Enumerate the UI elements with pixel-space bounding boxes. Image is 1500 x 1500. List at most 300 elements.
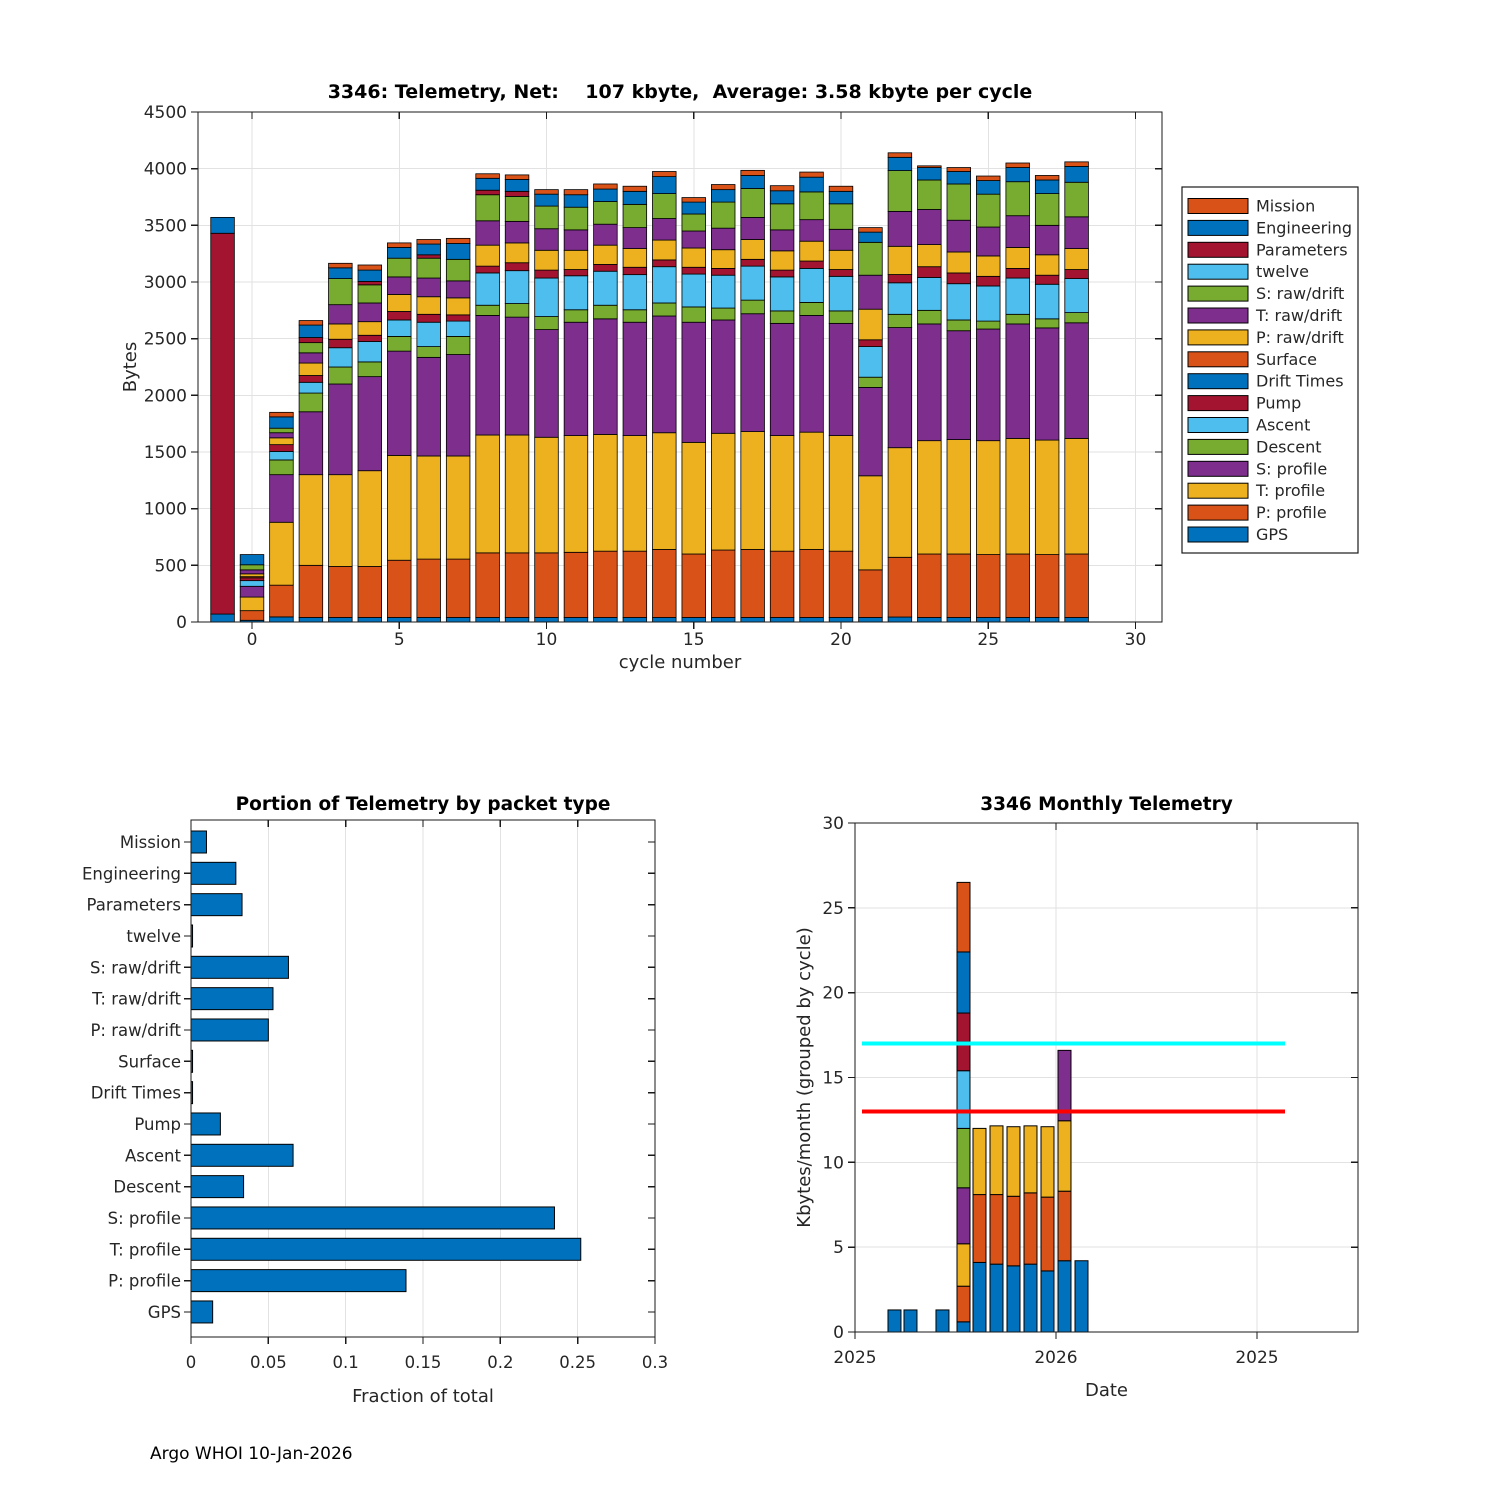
- bar-segment-GPS: [1035, 617, 1059, 622]
- bar-segment-P: raw/drift: [594, 245, 618, 264]
- bar-segment-Engineering: [535, 194, 559, 206]
- bar-segment-Pump: [387, 311, 411, 320]
- cycle-bar: [800, 172, 824, 622]
- cycle-bar: [505, 175, 529, 622]
- y-tick-label: 4500: [143, 103, 187, 123]
- legend-label: Surface: [1256, 349, 1317, 369]
- bar-segment-P: raw/drift: [1035, 255, 1059, 275]
- monthly-bar-segment: [1007, 1196, 1020, 1266]
- legend-entry: [1188, 394, 1301, 413]
- legend-swatch: [1188, 461, 1248, 476]
- bar-segment-Mission: [623, 186, 647, 191]
- category-tick-label: twelve: [126, 926, 181, 946]
- bar-segment-Descent: [505, 304, 529, 318]
- bar-segment-S: raw/drift: [270, 428, 294, 433]
- bar-segment-Pump: [623, 267, 647, 274]
- legend-entry: [1188, 284, 1344, 303]
- bar-segment-T: raw/drift: [270, 433, 294, 438]
- monthly-bar-segment: [936, 1310, 949, 1332]
- y-tick-label: 0: [176, 613, 187, 633]
- bar-segment-S: raw/drift: [888, 171, 912, 212]
- bar-segment-P: profile: [947, 554, 971, 617]
- bar-segment-T: raw/drift: [329, 305, 353, 324]
- bar-segment-Mission: [653, 172, 677, 177]
- monthly-bar-segment: [957, 1071, 970, 1129]
- bar-segment-Ascent: [240, 581, 264, 587]
- bar-segment-S: raw/drift: [623, 204, 647, 227]
- x-tick-label: 5: [393, 630, 405, 650]
- bar-segment-Pump: [888, 275, 912, 283]
- bar-segment-P: raw/drift: [1006, 247, 1030, 268]
- bar-segment-S: raw/drift: [653, 194, 677, 219]
- bar-segment-Ascent: [947, 284, 971, 320]
- bar-segment-T: profile: [1006, 438, 1030, 554]
- bar-segment-Engineering: [976, 181, 1000, 195]
- bar-segment-T: raw/drift: [888, 211, 912, 246]
- bar-segment-Ascent: [564, 276, 588, 310]
- bar-segment-P: raw/drift: [682, 248, 706, 267]
- monthly-bar-segment: [1075, 1261, 1088, 1332]
- legend-swatch: [1188, 286, 1248, 301]
- chart-title: Portion of Telemetry by packet type: [235, 794, 611, 815]
- monthly-bar: [990, 1126, 1003, 1332]
- category-tick-label: T: raw/drift: [92, 989, 181, 1009]
- bar-segment-T: raw/drift: [505, 221, 529, 243]
- bar-segment-Parameters: [358, 281, 382, 284]
- bar-segment-Mission: [564, 190, 588, 195]
- x-axis-label: Fraction of total: [352, 1386, 494, 1407]
- bar-segment-Pump: [476, 266, 500, 273]
- bar-segment-P: raw/drift: [270, 438, 294, 445]
- category-tick-label: Ascent: [124, 1146, 181, 1166]
- bar-segment-P: raw/drift: [976, 256, 1000, 276]
- bar-segment-GPS: [741, 617, 765, 622]
- bar-segment-Ascent: [623, 275, 647, 310]
- bar-segment-Descent: [1065, 313, 1089, 323]
- bar-segment-S: profile: [1035, 328, 1059, 440]
- bar-segment-S: profile: [623, 322, 647, 435]
- bar-segment-Descent: [711, 308, 735, 320]
- bar-segment-S: raw/drift: [1035, 194, 1059, 226]
- y-tick-label: 3000: [143, 273, 187, 293]
- bar-segment-P: profile: [535, 553, 559, 618]
- bar-segment-T: raw/drift: [770, 230, 794, 251]
- bar-segment-P: raw/drift: [711, 250, 735, 269]
- bar-segment-S: raw/drift: [505, 196, 529, 221]
- bar-segment-Mission: [682, 198, 706, 203]
- legend-label: S: profile: [1256, 459, 1328, 479]
- bar-segment-Engineering: [299, 325, 323, 337]
- y-tick-label: 30: [822, 814, 844, 834]
- bar-segment-Mission: [947, 168, 971, 172]
- bar-segment-P: profile: [711, 550, 735, 617]
- monthly-bar-segment: [990, 1264, 1003, 1332]
- bar-segment-S: profile: [741, 314, 765, 432]
- bar-segment-T: profile: [741, 432, 765, 550]
- bar-segment-Descent: [1006, 314, 1030, 324]
- bar-segment-T: profile: [653, 433, 677, 550]
- bar-segment-T: profile: [770, 436, 794, 552]
- bar-segment-S: profile: [417, 357, 441, 456]
- bar-segment-S: profile: [358, 377, 382, 471]
- bar-segment-Ascent: [387, 320, 411, 336]
- legend-label: GPS: [1256, 525, 1289, 544]
- x-tick-label: 25: [977, 630, 1000, 650]
- bar-segment-Ascent: [270, 451, 294, 460]
- bar-segment-T: raw/drift: [299, 353, 323, 363]
- monthly-bar-segment: [1041, 1271, 1054, 1332]
- bar-segment-P: profile: [329, 566, 353, 617]
- bar-segment-S: profile: [594, 319, 618, 435]
- bar-segment-Engineering: [800, 177, 824, 192]
- legend-swatch: [1188, 505, 1248, 520]
- cycle-bar: [770, 186, 794, 622]
- legend-swatch: [1188, 264, 1248, 279]
- bar-segment-S: profile: [800, 315, 824, 432]
- bar-segment-Mission: [535, 190, 559, 195]
- bar-segment-Engineering: [240, 555, 264, 565]
- cycle-bar: [1006, 163, 1030, 622]
- bar-segment-Descent: [888, 314, 912, 327]
- bar-segment-P: profile: [888, 557, 912, 617]
- bar-segment-Descent: [623, 310, 647, 322]
- bar-segment-T: profile: [358, 471, 382, 567]
- bar-segment-Mission: [476, 174, 500, 179]
- bar-segment-Ascent: [505, 271, 529, 304]
- bar-segment-Ascent: [888, 283, 912, 315]
- bar-segment-Parameters: [299, 338, 323, 343]
- bar-segment-S: raw/drift: [387, 258, 411, 277]
- category-tick-label: Pump: [134, 1114, 181, 1134]
- legend-swatch: [1188, 242, 1248, 257]
- bar-segment-Ascent: [976, 286, 1000, 321]
- bar-segment-T: raw/drift: [476, 221, 500, 245]
- bar-segment-GPS: [505, 617, 529, 622]
- bar-segment-GPS: [859, 617, 883, 622]
- bar-segment-Ascent: [770, 277, 794, 311]
- bar-segment-Ascent: [800, 268, 824, 302]
- legend-swatch: [1188, 308, 1248, 323]
- x-tick-label: 10: [535, 630, 558, 650]
- bar-segment-T: raw/drift: [594, 224, 618, 245]
- cycle-bar: [829, 186, 853, 622]
- bar-segment-T: profile: [299, 475, 323, 566]
- x-tick-label: 0.05: [249, 1353, 287, 1372]
- bar-segment-P: profile: [653, 549, 677, 617]
- bar-segment-P: profile: [446, 559, 470, 617]
- bar-segment-P: profile: [564, 552, 588, 617]
- legend-label: Engineering: [1256, 218, 1352, 238]
- legend-label: S: raw/drift: [1256, 284, 1345, 304]
- chart-title: 3346: Telemetry, Net: 107 kbyte, Average: 3.58 kbyte per cycle: [327, 81, 1033, 103]
- bar-segment-S: raw/drift: [947, 184, 971, 220]
- bar-segment-T: raw/drift: [918, 209, 942, 244]
- bar-segment-Pump: [829, 270, 853, 277]
- cycle-bar: [947, 168, 971, 622]
- bar-segment-P: profile: [800, 549, 824, 617]
- bar-segment-S: raw/drift: [358, 285, 382, 303]
- cycle-bar: [358, 265, 382, 622]
- bar-segment-GPS: [1006, 617, 1030, 622]
- bar-segment-T: raw/drift: [387, 277, 411, 295]
- portion-bar-T: raw/drift: [191, 988, 273, 1010]
- legend-swatch: [1188, 199, 1248, 214]
- bar-segment-P: raw/drift: [446, 298, 470, 315]
- monthly-bar: [973, 1128, 986, 1332]
- bar-segment-P: raw/drift: [535, 250, 559, 270]
- monthly-bar-segment: [973, 1128, 986, 1194]
- monthly-bar-segment: [957, 1188, 970, 1244]
- bar-segment-T: profile: [240, 597, 264, 611]
- y-tick-label: 10: [822, 1153, 844, 1174]
- bar-segment-Pump: [1065, 270, 1089, 279]
- x-tick-label: 0.2: [487, 1353, 514, 1372]
- bar-segment-T: raw/drift: [741, 217, 765, 239]
- x-tick-label: 0.1: [332, 1353, 359, 1372]
- monthly-bar-segment: [990, 1126, 1003, 1195]
- legend-swatch: [1188, 352, 1248, 367]
- bar-segment-Pump: [741, 259, 765, 266]
- bar-segment-P: profile: [1035, 555, 1059, 618]
- legend-entry: [1188, 240, 1348, 259]
- bar-segment-Pump: [446, 315, 470, 321]
- bar-segment-S: raw/drift: [240, 565, 264, 570]
- bar-segment-Mission: [829, 186, 853, 191]
- bar-segment-T: profile: [329, 475, 353, 567]
- category-tick-label: GPS: [147, 1302, 181, 1322]
- bar-segment-T: profile: [270, 522, 294, 585]
- bar-segment-GPS: [329, 617, 353, 622]
- bar-segment-Mission: [800, 172, 824, 177]
- telemetry-per-cycle-chart: [120, 81, 1162, 673]
- monthly-bar-segment: [957, 1042, 970, 1071]
- bar-segment-GPS: [270, 617, 294, 622]
- bar-segment-S: raw/drift: [329, 279, 353, 305]
- bar-segment-S: raw/drift: [829, 204, 853, 230]
- bar-segment-Ascent: [329, 348, 353, 367]
- bar-segment-T: raw/drift: [653, 219, 677, 241]
- bar-segment-S: raw/drift: [1065, 182, 1089, 217]
- packet-type-legend: [1182, 187, 1358, 553]
- bar-segment-Descent: [299, 393, 323, 412]
- portion-bar-Ascent: [191, 1144, 293, 1166]
- bar-segment-P: profile: [829, 551, 853, 617]
- bar-segment-GPS: [711, 617, 735, 622]
- bar-segment-Engineering: [417, 244, 441, 255]
- monthly-bar-segment: [1058, 1121, 1071, 1191]
- cycle-bar: [446, 238, 470, 622]
- bar-segment-P: profile: [741, 549, 765, 617]
- cycle-bar: [653, 172, 677, 623]
- bar-segment-GPS: [594, 617, 618, 622]
- category-tick-label: T: profile: [109, 1240, 181, 1260]
- bar-segment-S: profile: [505, 317, 529, 435]
- cycle-bar: [417, 240, 441, 623]
- bar-segment-Ascent: [918, 277, 942, 310]
- bar-segment-P: profile: [918, 554, 942, 617]
- monthly-telemetry-chart: [794, 794, 1358, 1401]
- bar-segment-P: raw/drift: [947, 252, 971, 273]
- cycle-bar: [270, 412, 294, 622]
- bar-segment-S: profile: [653, 316, 677, 433]
- bar-segment-Pump: [505, 263, 529, 271]
- bar-segment-T: raw/drift: [711, 228, 735, 250]
- bar-segment-S: profile: [240, 586, 264, 597]
- category-tick-label: S: profile: [107, 1208, 181, 1228]
- monthly-bar: [904, 1310, 917, 1332]
- bar-segment-Engineering: [446, 243, 470, 259]
- bar-segment-P: raw/drift: [888, 246, 912, 274]
- bar-segment-Mission: [741, 170, 765, 175]
- bar-segment-T: raw/drift: [800, 220, 824, 242]
- bar-segment-Ascent: [299, 382, 323, 393]
- bar-segment-P: raw/drift: [505, 243, 529, 263]
- bar-segment-Pump: [976, 276, 1000, 286]
- legend-label: Parameters: [1256, 240, 1348, 260]
- bar-segment-Descent: [535, 317, 559, 330]
- bar-segment-P: profile: [976, 555, 1000, 618]
- bar-segment-GPS: [358, 617, 382, 622]
- y-tick-label: 1000: [143, 499, 187, 520]
- x-tick-label: 2025: [833, 1348, 877, 1368]
- x-tick-label: 0.3: [641, 1353, 669, 1372]
- bar-segment-GPS: [1065, 617, 1089, 622]
- bar-segment-T: profile: [535, 437, 559, 553]
- bar-segment-S: raw/drift: [711, 202, 735, 228]
- bar-segment-P: raw/drift: [770, 251, 794, 270]
- bar-segment-Mission: [1065, 162, 1089, 167]
- bar-segment-S: profile: [299, 412, 323, 475]
- cycle-bar: [299, 321, 323, 622]
- bar-segment-T: profile: [918, 441, 942, 554]
- bar-segment-T: raw/drift: [535, 229, 559, 251]
- bar-segment-Descent: [770, 311, 794, 323]
- bar-segment-P: raw/drift: [741, 240, 765, 260]
- legend-entry: [1188, 481, 1325, 500]
- bar-segment-Mission: [358, 265, 382, 270]
- bar-segment-S: profile: [918, 324, 942, 441]
- bar-segment-Mission: [888, 153, 912, 158]
- bar-segment-Engineering: [1065, 166, 1089, 182]
- bar-segment-Pump: [711, 268, 735, 275]
- bar-segment-Mission: [299, 321, 323, 326]
- bar-segment-Engineering: [888, 157, 912, 170]
- bar-segment-GPS: [918, 617, 942, 622]
- bar-segment-S: profile: [888, 328, 912, 448]
- x-tick-label: 0: [246, 630, 258, 650]
- x-axis-label: Date: [1084, 1380, 1129, 1401]
- bar-segment-Pump: [594, 264, 618, 271]
- bar-segment-P: raw/drift: [417, 297, 441, 315]
- bar-segment-T: profile: [976, 441, 1000, 555]
- bar-segment-T: profile: [682, 442, 706, 554]
- bar-segment-T: profile: [387, 455, 411, 560]
- bar-segment-Engineering: [947, 172, 971, 184]
- bar-segment-Ascent: [741, 266, 765, 300]
- monthly-bar-segment: [1058, 1261, 1071, 1332]
- portion-bar-T: profile: [191, 1238, 581, 1260]
- bar-segment-S: profile: [770, 323, 794, 435]
- bar-segment-Descent: [329, 367, 353, 384]
- bar-segment-S: raw/drift: [417, 258, 441, 278]
- bar-segment-P: raw/drift: [653, 240, 677, 260]
- bar-segment-P: profile: [299, 565, 323, 617]
- bar-segment-Pump: [535, 270, 559, 278]
- cycle-bar: [741, 170, 765, 622]
- portion-bar-Mission: [191, 831, 206, 853]
- bar-segment-S: profile: [947, 331, 971, 440]
- monthly-bar: [957, 882, 970, 1332]
- y-tick-label: 20: [822, 983, 844, 1004]
- bar-segment-Descent: [564, 310, 588, 322]
- bar-segment-GPS: [417, 617, 441, 622]
- bar-segment-Pump: [947, 273, 971, 284]
- bar-segment-Ascent: [859, 347, 883, 378]
- bar-segment-T: profile: [594, 434, 618, 551]
- bar-segment-Ascent: [417, 322, 441, 346]
- legend-entry: [1188, 328, 1344, 347]
- bar-segment-Engineering: [918, 168, 942, 180]
- legend-swatch: [1188, 527, 1248, 542]
- bar-segment-T: raw/drift: [1006, 216, 1030, 248]
- cycle-bar: [240, 555, 264, 622]
- bar-segment-T: profile: [859, 476, 883, 570]
- bar-segment-Descent: [476, 305, 500, 315]
- legend-entry: [1188, 218, 1352, 237]
- bar-segment-T: profile: [1035, 440, 1059, 554]
- bar-segment-Engineering: [270, 417, 294, 428]
- bar-segment-Engineering: [1006, 168, 1030, 182]
- bar-segment-S: profile: [387, 351, 411, 455]
- bar-segment-Engineering: [1035, 180, 1059, 194]
- bar-segment-S: profile: [829, 323, 853, 435]
- monthly-bar: [1075, 1261, 1088, 1332]
- bar-segment-T: raw/drift: [417, 278, 441, 297]
- bar-segment-S: profile: [1006, 324, 1030, 438]
- x-tick-label: 0.25: [559, 1353, 597, 1372]
- bar-segment-T: profile: [1065, 438, 1089, 554]
- bar-segment-Mission: [270, 412, 294, 417]
- y-tick-label: 1500: [143, 443, 187, 463]
- bar-segment-P: profile: [505, 553, 529, 618]
- bar-segment-Mission: [918, 166, 942, 168]
- bar-segment-Descent: [800, 302, 824, 315]
- legend-swatch: [1188, 374, 1248, 389]
- y-axis-label: Kbytes/month (grouped by cycle): [794, 927, 815, 1228]
- bar-segment-S: profile: [329, 384, 353, 475]
- bar-segment-Descent: [829, 311, 853, 323]
- bar-segment-S: profile: [976, 329, 1000, 441]
- monthly-bar-segment: [957, 882, 970, 952]
- bar-segment-Engineering: [653, 177, 677, 194]
- monthly-bar: [1024, 1126, 1037, 1332]
- bar-segment-Descent: [918, 310, 942, 324]
- legend-swatch: [1188, 483, 1248, 498]
- monthly-bar-segment: [957, 952, 970, 1013]
- category-tick-label: S: raw/drift: [89, 958, 181, 978]
- bar-segment-S: raw/drift: [594, 202, 618, 225]
- bar-segment-Mission: [859, 228, 883, 233]
- cycle-bar: [535, 190, 559, 622]
- bar-segment-T: raw/drift: [358, 303, 382, 322]
- bar-segment-GPS: [653, 617, 677, 622]
- bar-segment-S: raw/drift: [976, 194, 1000, 227]
- bar-segment-Engineering: [329, 268, 353, 279]
- cycle-bar: [623, 186, 647, 622]
- x-axis-label: cycle number: [618, 652, 742, 673]
- bar-segment-Engineering: [741, 175, 765, 188]
- y-tick-label: 25: [822, 898, 844, 919]
